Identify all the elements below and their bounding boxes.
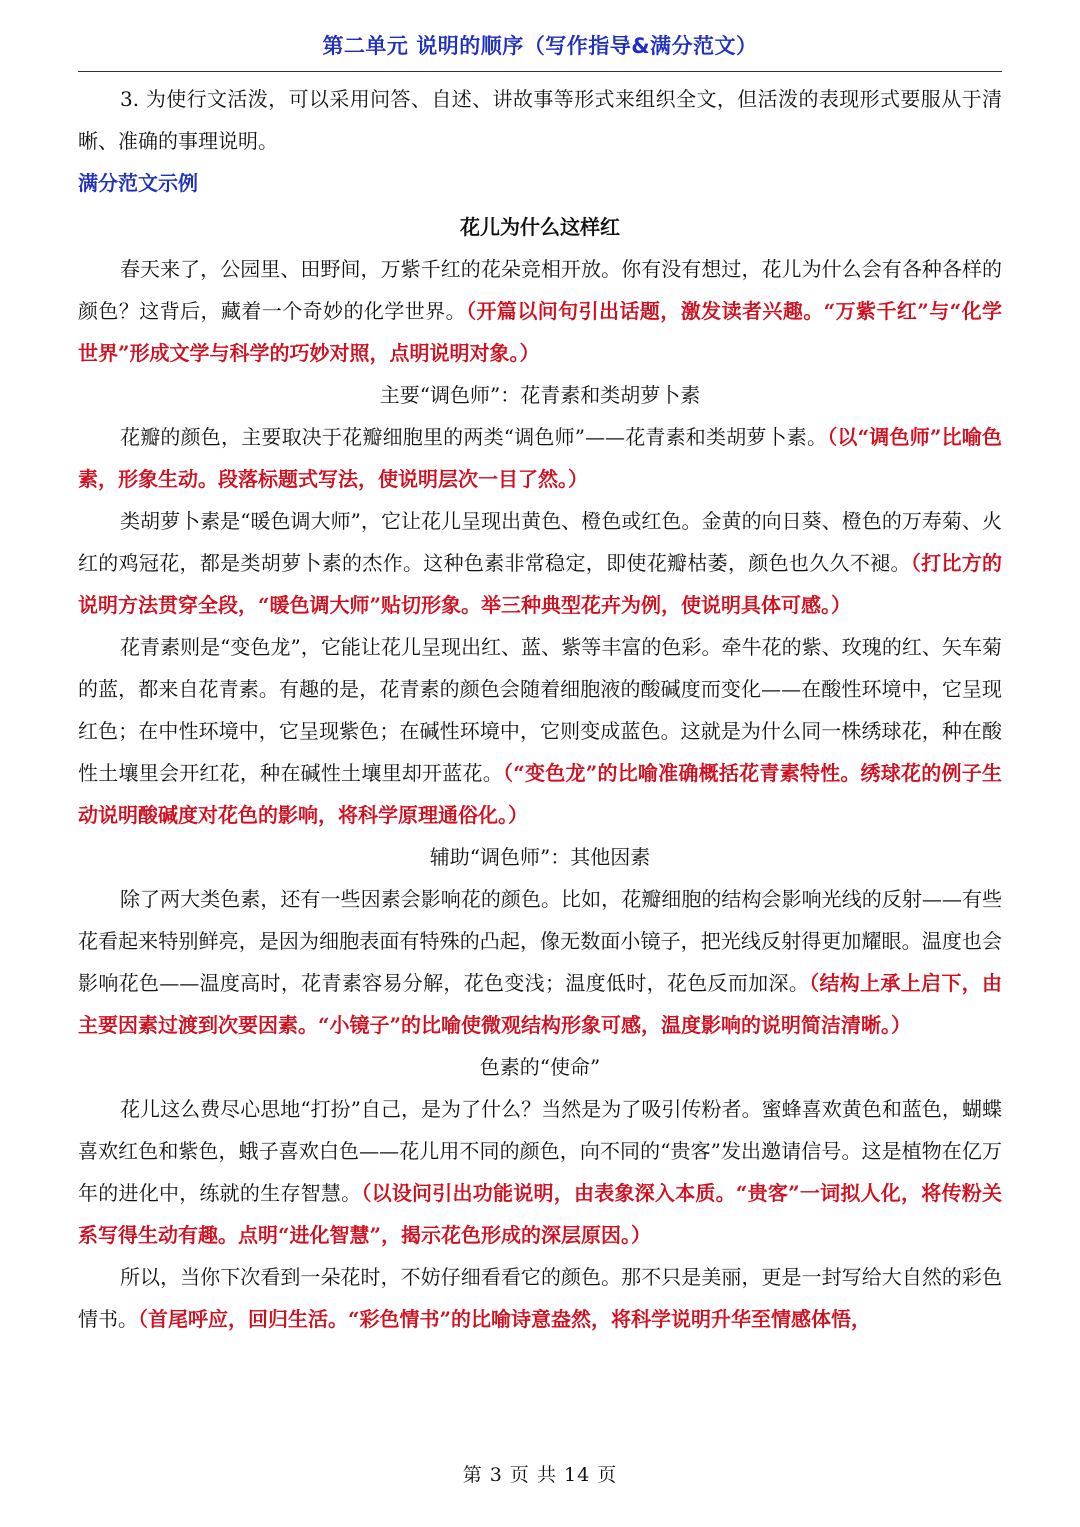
essay-paragraph-7 <box>78 1256 1002 1340</box>
essay-paragraph-3 <box>78 500 1002 626</box>
annotation-comment: （以设问引出功能说明，由表象深入本质。“贵客”一词拟人化，将传粉关系写得生动有趣。点明“进化智慧”，揭示花色形成的深层原因。） <box>78 1181 1002 1247</box>
annotation-comment: （开篇以问句引出话题，激发读者兴趣。“万紫千红”与“化学世界”形成文学与科学的巧妙对照，点明说明对象。） <box>78 299 1003 365</box>
page-number-footer: 第 3 页 共 14 页 <box>462 1464 618 1486</box>
essay-paragraph-5 <box>78 878 1002 1046</box>
essay-paragraph-1 <box>78 248 1002 374</box>
essay-paragraph-4 <box>78 626 1002 836</box>
document-content <box>78 78 1002 1340</box>
essay-title: 花儿为什么这样红 <box>460 215 620 239</box>
paragraph-text: 春天来了，公园里、田野间，万紫千红的花朵竞相开放。你有没有想过，花儿为什么会有各种各样的颜色？这背后，藏着一个奇妙的化学世界。 <box>78 257 1002 323</box>
essay-subheading-3: 色素的“使命” <box>479 1055 601 1079</box>
annotation-comment: （首尾呼应，回归生活。“彩色情书”的比喻诗意盎然，将科学说明升华至情感体悟， <box>138 1307 872 1331</box>
paragraph-text: 花瓣的颜色，主要取决于花瓣细胞里的两类“调色师”——花青素和类胡萝卜素。 <box>120 425 828 449</box>
header-divider <box>78 71 1002 72</box>
document-page <box>78 0 1002 1527</box>
essay-paragraph-6 <box>78 1088 1002 1256</box>
annotation-comment: （打比方的说明方法贯穿全段，“暖色调大师”贴切形象。举三种典型花卉为例，使说明具体可感。） <box>78 551 1003 617</box>
annotation-comment: （结构上承上启下，由主要因素过渡到次要因素。“小镜子”的比喻使微观结构形象可感，温度影响的说明简洁清晰。） <box>78 971 1003 1037</box>
paragraph-text: 类胡萝卜素是“暖色调大师”，它让花儿呈现出黄色、橙色或红色。金黄的向日葵、橙色的万寿菊、火红的鸡冠花，都是类胡萝卜素的杰作。这种色素非常稳定，即使花瓣枯萎，颜色也久久不褪。 <box>78 509 1002 575</box>
page-header-title: 第二单元 说明的顺序（写作指导&满分范文） <box>322 34 758 58</box>
intro-item-3: 3. 为使行文活泼，可以采用问答、自述、讲故事等形式来组织全文，但活泼的表现形式要服从于清晰、准确的事理说明。 <box>78 87 1002 153</box>
essay-paragraph-2 <box>78 416 1002 500</box>
annotation-comment: （“变色龙”的比喻准确概括花青素特性。绣球花的例子生动说明酸碱度对花色的影响，将科学原理通俗化。） <box>78 761 1002 827</box>
paragraph-text: 花青素则是“变色龙”，它能让花儿呈现出红、蓝、紫等丰富的色彩。牵牛花的紫、玫瑰的红、矢车菊的蓝，都来自花青素。有趣的是，花青素的颜色会随着细胞液的酸碱度而变化——在酸性环境中，它呈现红色；在中性环境中，它呈现紫色；在碱性环境中，它则变成蓝色。这就是为什么同一株绣球花，种在酸性土壤里会开红花，种在碱性土壤里却开蓝花。 <box>78 635 1002 785</box>
essay-subheading-1: 主要“调色师”：花青素和类胡萝卜素 <box>379 383 701 407</box>
section-label: 满分范文示例 <box>78 171 198 195</box>
paragraph-text: 除了两大类色素，还有一些因素会影响花的颜色。比如，花瓣细胞的结构会影响光线的反射——有些花看起来特别鲜亮，是因为细胞表面有特殊的凸起，像无数面小镜子，把光线反射得更加耀眼。温度也会影响花色——温度高时，花青素容易分解，花色变浅；温度低时，花色反而加深。 <box>78 887 1002 995</box>
essay-subheading-2: 辅助“调色师”：其他因素 <box>429 845 651 869</box>
paragraph-text: 花儿这么费尽心思地“打扮”自己，是为了什么？当然是为了吸引传粉者。蜜蜂喜欢黄色和蓝色，蝴蝶喜欢红色和紫色，蛾子喜欢白色——花儿用不同的颜色，向不同的“贵客”发出邀请信号。这是植物在亿万年的进化中，练就的生存智慧。 <box>78 1097 1002 1205</box>
paragraph-text: 所以，当你下次看到一朵花时，不妨仔细看看它的颜色。那不只是美丽，更是一封写给大自然的彩色情书。 <box>78 1265 1002 1331</box>
annotation-comment: （以“调色师”比喻色素，形象生动。段落标题式写法，使说明层次一目了然。） <box>78 425 1002 491</box>
